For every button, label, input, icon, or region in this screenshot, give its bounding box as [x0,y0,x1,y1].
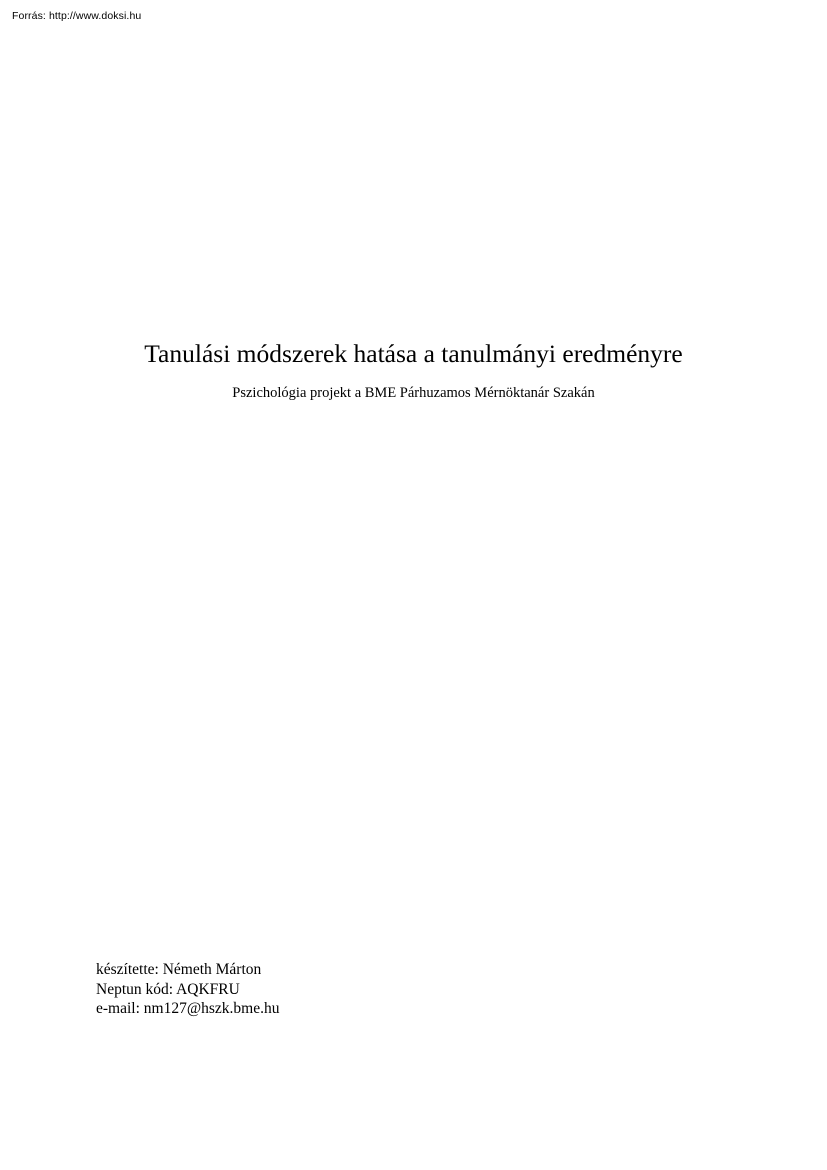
author-name-line: készítette: Németh Márton [96,961,262,978]
page-subtitle: Pszichológia projekt a BME Párhuzamos Mérnöktanár Szakán [232,385,595,401]
page-title: Tanulási módszerek hatása a tanulmányi eredményre [144,339,683,369]
author-block [96,960,279,1019]
author-neptun-line: Neptun kód: AQKFRU [96,980,240,998]
author-email-line: e-mail: nm127@hszk.bme.hu [96,1000,280,1018]
source-watermark: Forrás: http://www.doksi.hu [12,10,142,22]
